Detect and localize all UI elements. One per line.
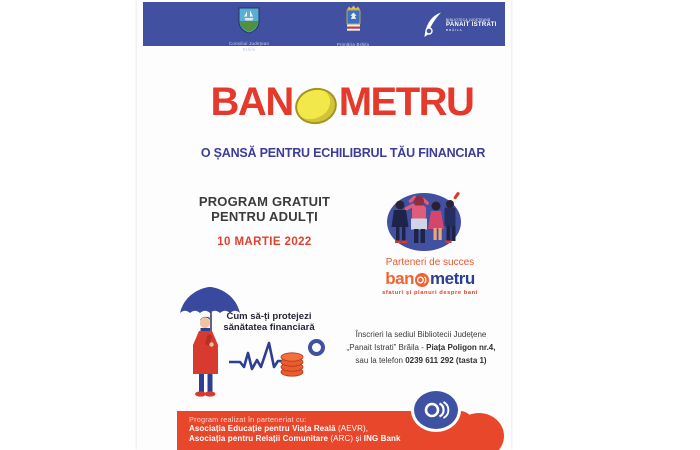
registration-phone: 0239 611 292 (tasta 1): [405, 355, 487, 365]
city-coat-of-arms-icon: [344, 5, 363, 33]
brand-tagline: sfaturi și planuri despre bani: [382, 290, 478, 296]
library-caption: [446, 18, 497, 32]
yellow-coin-icon: [291, 84, 340, 128]
banometru-brand: [370, 269, 490, 289]
white-coin-motion-icon: [422, 399, 450, 421]
red-circle-decoration: [454, 413, 504, 450]
shield-coat-of-arms-icon: [238, 7, 260, 34]
city-hall-caption: [321, 42, 385, 48]
program-block: [152, 195, 377, 248]
library-line2: PANAIT ISTRATI: [446, 22, 497, 28]
program-line1: PROGRAM GRATUIT: [198, 194, 331, 209]
city-hall-logo: [321, 5, 385, 48]
footer-partner3-name: ING Bank: [363, 433, 401, 443]
library-line3: BRĂILA: [446, 28, 463, 32]
footer-partner2-abbr: (ARC) și: [328, 433, 364, 443]
header-band: [143, 2, 505, 52]
footer-intro: Program realizat în parteneriat cu:: [189, 415, 307, 424]
registration-text: [337, 329, 505, 367]
registration-line2-normal: „Panait Istrati” Brăila -: [346, 342, 427, 352]
title-right: METRU: [338, 80, 474, 124]
partners-logo-block: [370, 257, 490, 296]
topic-line2: sănătatea financiară: [223, 322, 315, 333]
caption-line: Brăila: [242, 46, 256, 52]
registration-address: Piața Poligon nr.4,: [426, 342, 496, 352]
main-title: [173, 80, 511, 124]
program-date: 10 MARTIE 2022: [217, 236, 312, 248]
registration-line3-normal: sau la telefon: [355, 355, 406, 365]
footer-partner1-abbr: (AEVR),: [335, 424, 369, 433]
topic-text: [221, 311, 317, 333]
footer-partner2-name: Asociația pentru Relații Comunitare: [189, 433, 329, 443]
caption-line: Consiliul Județean: [228, 41, 270, 46]
program-line2: PENTRU ADULȚI: [211, 208, 318, 224]
partners-label: Parteneri de succes: [385, 257, 475, 268]
library-logo: [423, 12, 501, 38]
county-council-logo: [213, 7, 285, 52]
caption-line: Primăria Brăila: [336, 42, 370, 47]
registration-line3: [337, 355, 505, 368]
footer-partner1-name: Asociația Educație pentru Viața Reală: [189, 424, 336, 433]
orange-coin-motion-icon: [415, 273, 429, 287]
blue-ring-icon: [308, 339, 325, 356]
library-line1: BIBLIOTECA JUDEȚEANĂ: [446, 18, 491, 22]
brand-left: ban: [385, 269, 414, 288]
footer-partner2: [189, 434, 474, 444]
topic-line1: Cum să-ți protejezi: [226, 311, 312, 322]
people-group-illustration: [383, 189, 465, 259]
subtitle: O ȘANSĂ PENTRU ECHILIBRUL TĂU FINANCIAR: [200, 146, 486, 160]
quill-icon: [423, 12, 443, 38]
heartbeat-coins-illustration: [229, 336, 305, 378]
blue-coin-badge: [411, 388, 461, 432]
title-left: BAN: [210, 80, 293, 124]
registration-line1: Înscrieri la sediul Bibliotecii Județene: [355, 330, 487, 339]
brand-right: metru: [430, 269, 475, 288]
county-council-caption: [213, 41, 285, 52]
banometru-poster: [137, 0, 511, 450]
registration-line2: [337, 342, 505, 355]
